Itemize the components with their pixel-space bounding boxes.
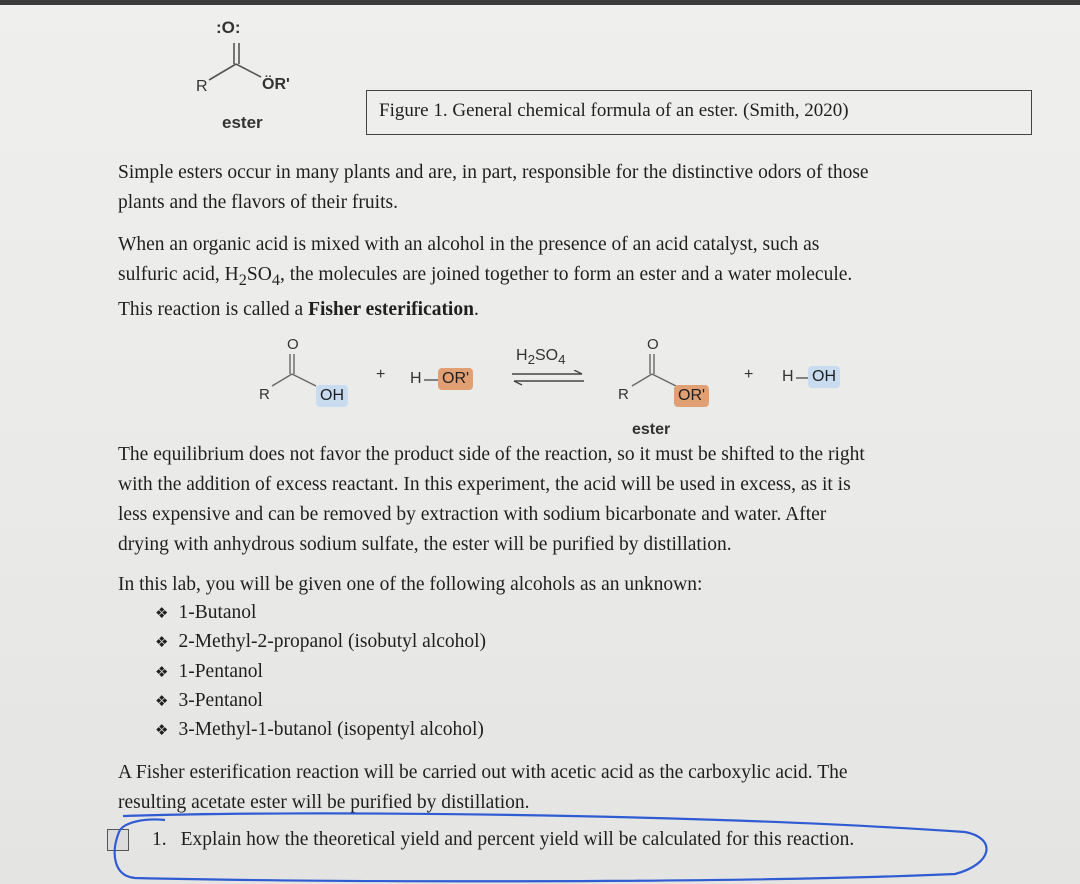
top-edge bbox=[0, 0, 1080, 5]
subscript: 4 bbox=[558, 352, 566, 368]
text-fragment: This reaction is called a bbox=[118, 298, 309, 320]
text-line: The equilibrium does not favor the product side of the reaction, so it must be shifted to the right bbox=[118, 444, 865, 465]
text-line bbox=[118, 260, 852, 295]
list-intro: In this lab, you will be given one of the following alcohols as an unknown: bbox=[118, 574, 703, 595]
text-fragment: SO bbox=[246, 264, 272, 285]
diamond-bullet-icon: ❖ bbox=[155, 604, 169, 622]
paragraph-fisher-intro bbox=[118, 230, 852, 325]
plus-sign: + bbox=[376, 366, 386, 383]
subscript: 2 bbox=[527, 352, 535, 368]
paragraph-equilibrium bbox=[118, 440, 865, 560]
bold-term: Fisher esterification bbox=[308, 298, 474, 320]
paragraph-acetic-acid bbox=[118, 758, 848, 818]
water-oh-group: OH bbox=[808, 366, 840, 388]
carbonyl-oxygen: :O: bbox=[216, 18, 241, 37]
list-item-label: 3-Methyl-1-butanol (isopentyl alcohol) bbox=[178, 719, 484, 740]
text-line: with the addition of excess reactant. In this experiment, the acid will be used in excess, as it is bbox=[118, 474, 851, 495]
paragraph-esters-intro bbox=[118, 158, 869, 218]
figure-caption: Figure 1. General chemical formula of an ester. (Smith, 2020) bbox=[366, 90, 1032, 135]
plus-sign: + bbox=[744, 366, 754, 383]
text-line bbox=[118, 295, 852, 325]
question-text: Explain how the theoretical yield and percent yield will be calculated for this reaction. bbox=[180, 829, 855, 850]
text-fragment: sulfuric acid, H bbox=[118, 264, 239, 285]
acid-carbonyl-oxygen: O bbox=[287, 336, 299, 353]
text-line: A Fisher esterification reaction will be carried out with acetic acid as the carboxylic acid. The bbox=[118, 762, 848, 783]
diamond-bullet-icon: ❖ bbox=[155, 663, 169, 681]
text-fragment: SO bbox=[534, 347, 559, 364]
water-hydrogen: H bbox=[782, 368, 794, 385]
alcohol-hydrogen: H bbox=[410, 370, 422, 387]
ester-label: ester bbox=[222, 113, 263, 132]
equilibrium-arrows bbox=[510, 370, 586, 386]
list-item bbox=[155, 661, 263, 683]
list-item bbox=[155, 719, 484, 741]
subscript: 2 bbox=[238, 270, 247, 289]
catalyst-label bbox=[516, 347, 566, 367]
list-item-label: 1-Pentanol bbox=[178, 661, 263, 682]
list-item bbox=[155, 690, 263, 712]
or-group: ÖR' bbox=[262, 76, 290, 93]
handdrawn-highlight-oval bbox=[105, 812, 995, 884]
ester-carbonyl-oxygen: O bbox=[647, 336, 659, 353]
text-line: resulting acetate ester will be purified by distillation. bbox=[118, 792, 530, 813]
text-line: drying with anhydrous sodium sulfate, the ester will be purified by distillation. bbox=[118, 534, 732, 555]
list-item-label: 2-Methyl-2-propanol (isobutyl alcohol) bbox=[178, 631, 487, 652]
acid-r-group: R bbox=[259, 386, 270, 403]
diamond-bullet-icon: ❖ bbox=[155, 721, 169, 739]
text-line: Simple esters occur in many plants and are, in part, responsible for the distinctive odors of those bbox=[118, 162, 869, 183]
alcohol-or-group: OR' bbox=[438, 368, 473, 390]
list-item bbox=[155, 602, 256, 624]
text-line: less expensive and can be removed by extraction with sodium bicarbonate and water. After bbox=[118, 504, 827, 525]
list-item-label: 3-Pentanol bbox=[178, 690, 263, 711]
list-item bbox=[155, 631, 486, 653]
list-item-label: 1-Butanol bbox=[178, 602, 257, 623]
product-ester-label: ester bbox=[632, 421, 671, 438]
diamond-bullet-icon: ❖ bbox=[155, 692, 169, 710]
r-group: R bbox=[196, 78, 208, 95]
text-fragment: , the molecules are joined together to form an ester and a water molecule. bbox=[279, 264, 853, 285]
ester-r-group: R bbox=[618, 386, 629, 403]
ester-or-group: OR' bbox=[674, 385, 709, 407]
acid-oh-group: OH bbox=[316, 385, 348, 407]
question-number: 1. bbox=[152, 829, 167, 850]
text-line: plants and the flavors of their fruits. bbox=[118, 192, 398, 213]
text-line: When an organic acid is mixed with an alcohol in the presence of an acid catalyst, such as bbox=[118, 234, 820, 255]
subscript: 4 bbox=[271, 270, 280, 289]
alcohol-bond bbox=[424, 378, 438, 382]
text-fragment: . bbox=[473, 298, 479, 320]
text-fragment: H bbox=[516, 347, 528, 364]
diamond-bullet-icon: ❖ bbox=[155, 633, 169, 651]
